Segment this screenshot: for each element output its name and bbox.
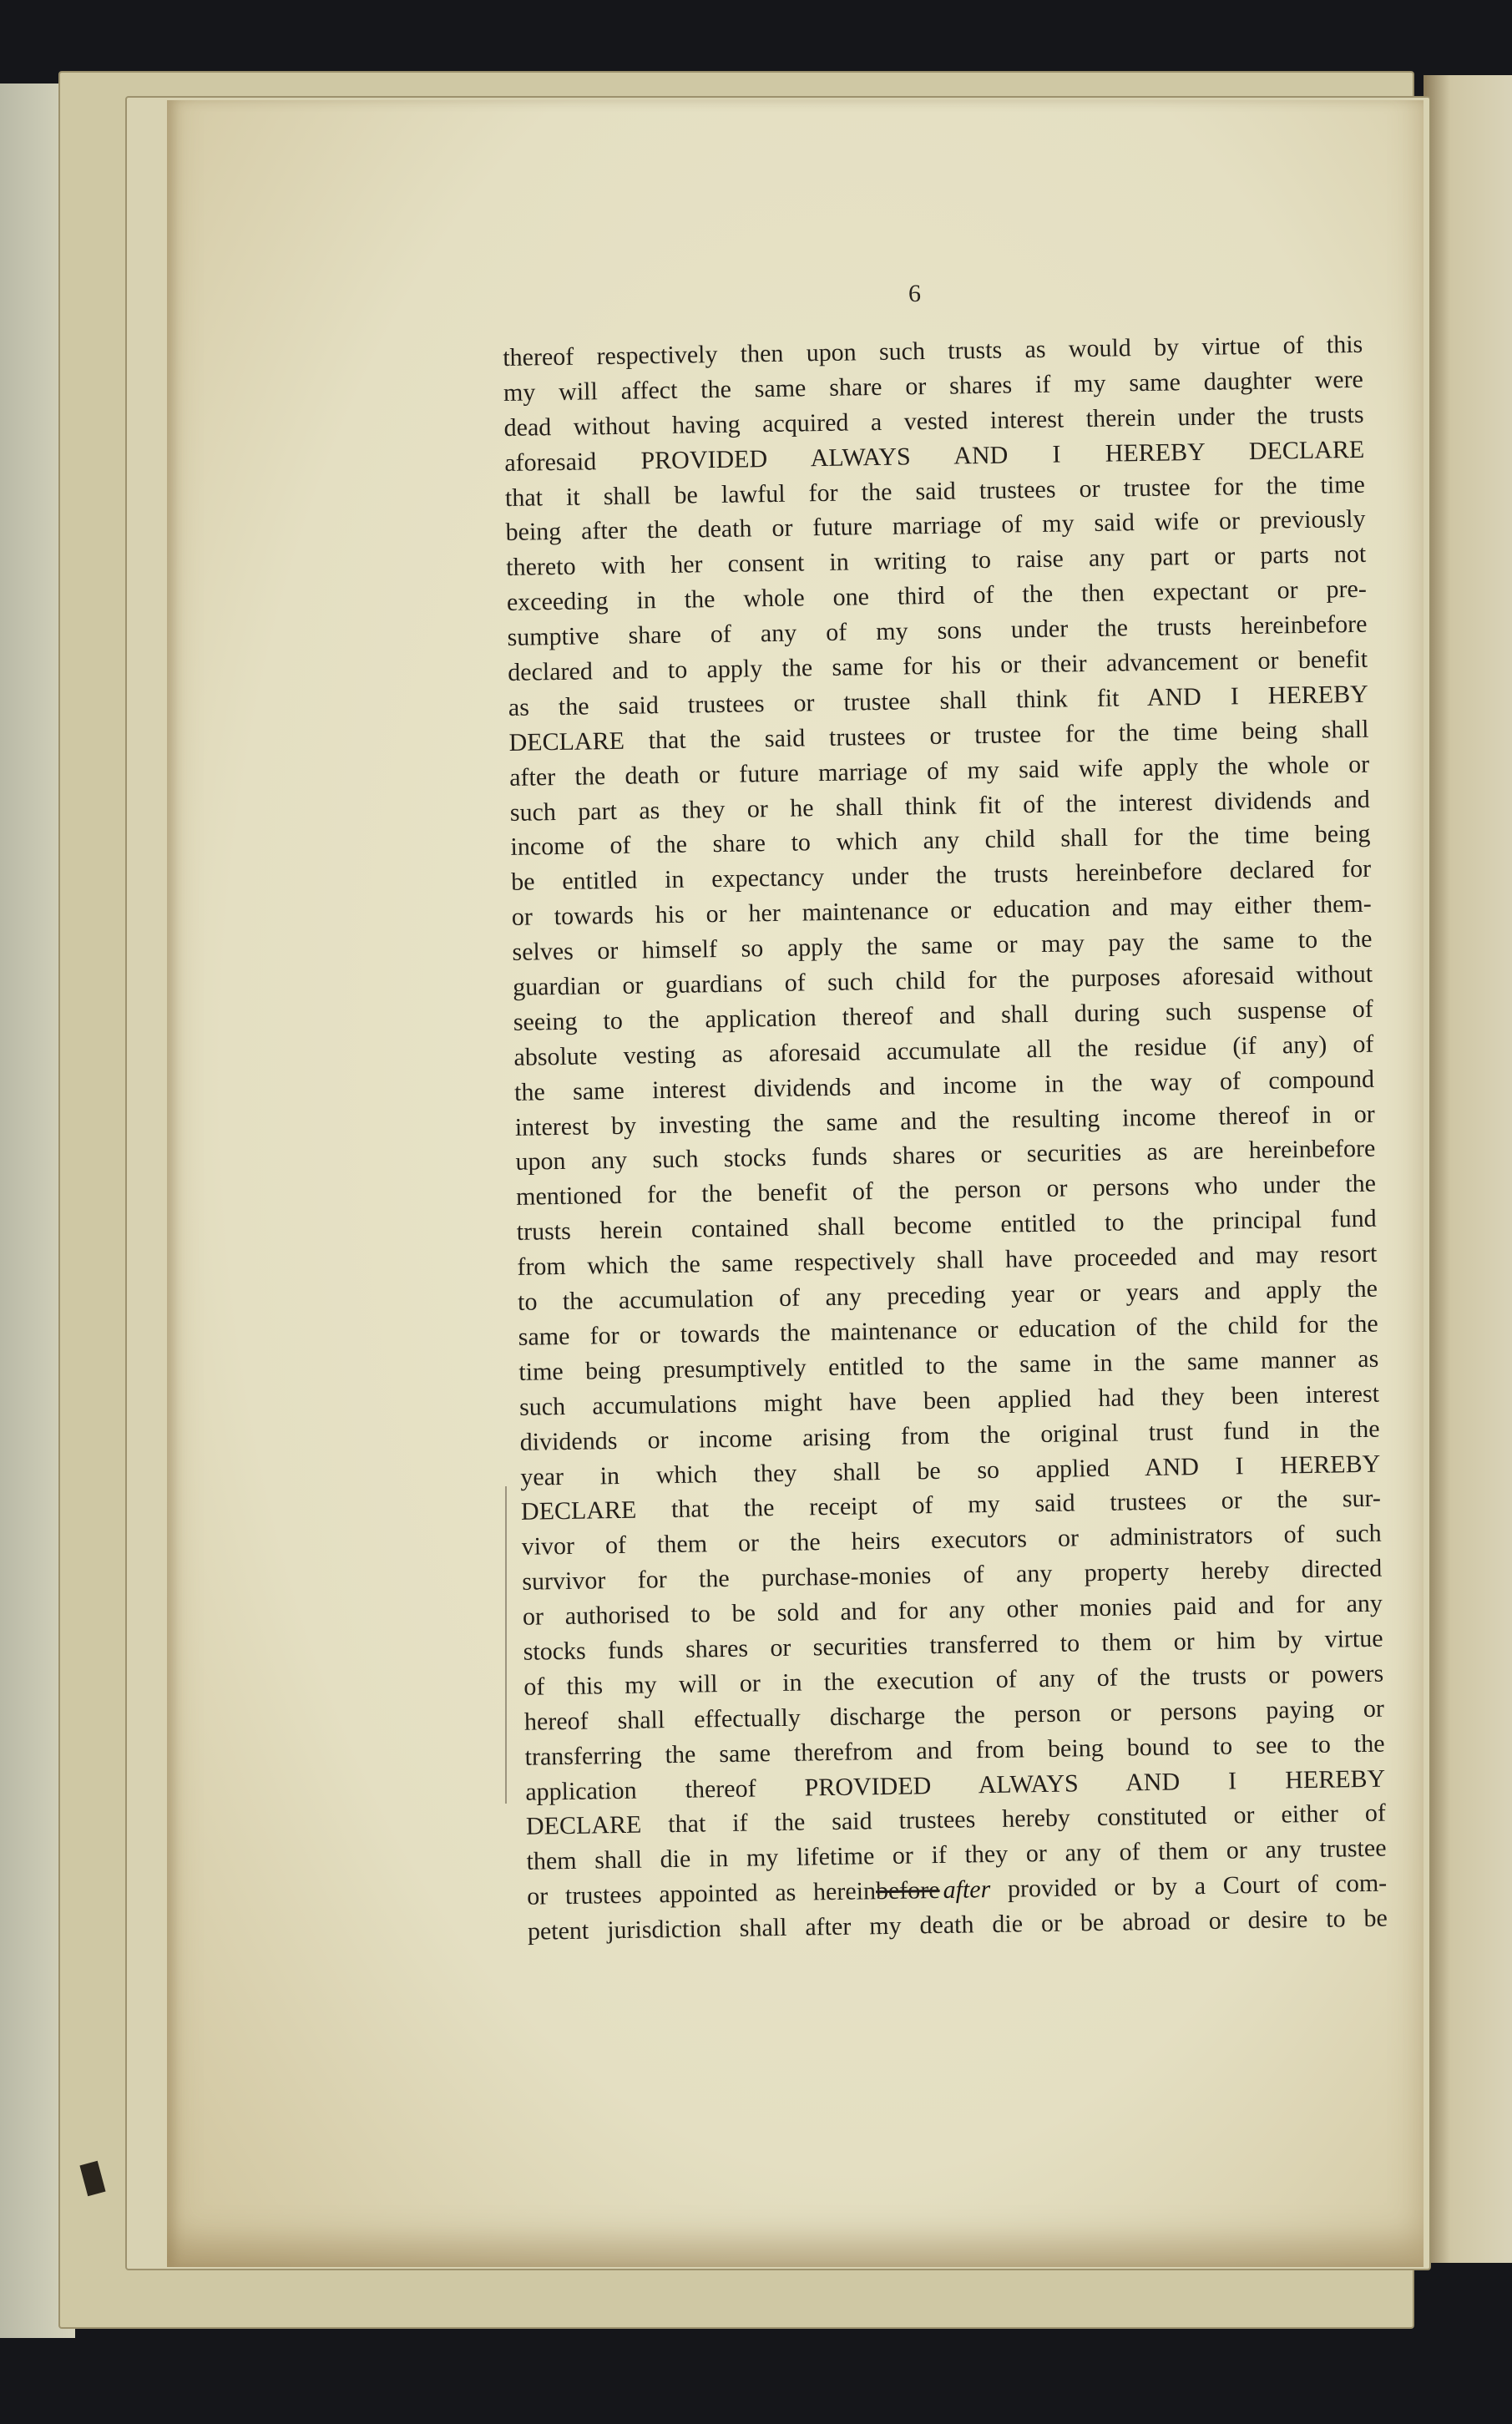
text-line: thereto with her consent in writing to raise any part or parts not <box>506 540 1367 582</box>
text-line: DECLARE that if the said trustees hereby constituted or either of <box>525 1799 1387 1841</box>
text-line: from which the same respectively shall have proceeded and may resort <box>517 1239 1378 1282</box>
text-line: after the death or future marriage of my said wife apply the whole or <box>508 750 1370 792</box>
text-line: of this my will or in the execution of any of the trusts or powers <box>523 1659 1384 1701</box>
text-line: or authorised to be sold and for any other monies paid and for any <box>522 1589 1383 1631</box>
text-line: application thereof PROVIDED ALWAYS AND I HEREBY <box>525 1764 1386 1806</box>
text-line: mentioned for the benefit of the person or persons who under the <box>515 1170 1377 1212</box>
right-facing-page-edge <box>1424 75 1512 2263</box>
text-line: year in which they shall be so applied AND I HEREBY <box>520 1450 1381 1491</box>
text-line: such accumulations might have been applied had they been interest <box>518 1379 1380 1421</box>
body-text <box>503 327 1388 1950</box>
text-line: or towards his or her maintenance or education and may either them- <box>511 889 1372 932</box>
text-line: survivor for the purchase-monies of any property hereby directed <box>522 1554 1383 1596</box>
text-line: aforesaid PROVIDED ALWAYS AND I HEREBY DECLARE <box>504 435 1365 477</box>
text-line: vivor of them or the heirs executors or administrators of such <box>521 1519 1382 1561</box>
text-line: time being presumptively entitled to the same in the same manner as <box>518 1344 1379 1386</box>
text-line: guardian or guardians of such child for the purposes aforesaid without <box>512 959 1373 1001</box>
text-line: to the accumulation of any preceding year or years and apply the <box>517 1274 1378 1316</box>
text-line: income of the share to which any child shall for the time being <box>510 820 1371 862</box>
text-line: them shall die in my lifetime or if they or any of them or any trustee <box>526 1834 1387 1876</box>
text-line: as the said trustees or trustee shall think fit AND I HEREBY <box>508 680 1369 721</box>
text-line: upon any such stocks funds shares or securities as are hereinbefore <box>515 1135 1376 1177</box>
text-line: selves or himself so apply the same or may pay the same to the <box>512 924 1373 967</box>
text-line: DECLARE that the said trustees or trustee for the time being shall <box>508 715 1369 757</box>
text-line: trusts herein contained shall become entitled to the principal fund <box>516 1204 1377 1247</box>
text-line: exceeding in the whole one third of the then expectant or pre- <box>506 575 1368 617</box>
text-line: the same interest dividends and income in the way of compound <box>513 1065 1375 1106</box>
text-line: declared and to apply the same for his or their advancement or benefit <box>507 645 1368 686</box>
text-line: stocks funds shares or securities transferred to them or him by virtue <box>523 1624 1383 1666</box>
text-line: transferring the same therefrom and from being bound to see to the <box>524 1729 1385 1771</box>
text-line: being after the death or future marriage of my said wife or previously <box>505 505 1366 547</box>
text-line: dividends or income arising from the original trust fund in the <box>519 1414 1380 1456</box>
text-line: such part as they or he shall think fit of the interest dividends and <box>509 785 1371 827</box>
text-line: sumptive share of any of my sons under the trusts hereinbefore <box>507 610 1368 652</box>
text-line: dead without having acquired a vested interest therein under the trusts <box>503 400 1364 442</box>
text-line: petent jurisdiction shall after my death die or be abroad or desire to be <box>527 1904 1388 1946</box>
text-line: seeing to the application thereof and shall during such suspense of <box>513 994 1373 1036</box>
text-segment: provided or by a Court of com- <box>1007 1869 1388 1903</box>
text-line: hereof shall effectually discharge the person or persons paying or <box>523 1694 1385 1736</box>
text-line: thereof respectively then upon such trusts as would by virtue of this <box>503 330 1363 372</box>
handwritten-correction: after <box>943 1875 991 1905</box>
text-line: same for or towards the maintenance or education of the child for the <box>518 1309 1378 1351</box>
struck-word: before <box>875 1876 940 1905</box>
text-line: DECLARE that the receipt of my said trustees or the sur- <box>520 1485 1382 1526</box>
text-line: my will affect the same share or shares if my same daughter were <box>503 365 1364 407</box>
text-line: that it shall be lawful for the said trustees or trustee for the time <box>504 470 1366 512</box>
text-line: absolute vesting as aforesaid accumulate all the residue (if any) of <box>513 1030 1374 1071</box>
text-line: be entitled in expectancy under the trusts hereinbefore declared for <box>510 855 1372 897</box>
page-number: 6 <box>908 280 921 307</box>
text-line: interest by investing the same and the resulting income thereof in or <box>514 1100 1375 1141</box>
margin-pencil-mark <box>505 1486 510 1804</box>
text-segment: or trustees appointed as herein <box>527 1877 877 1910</box>
